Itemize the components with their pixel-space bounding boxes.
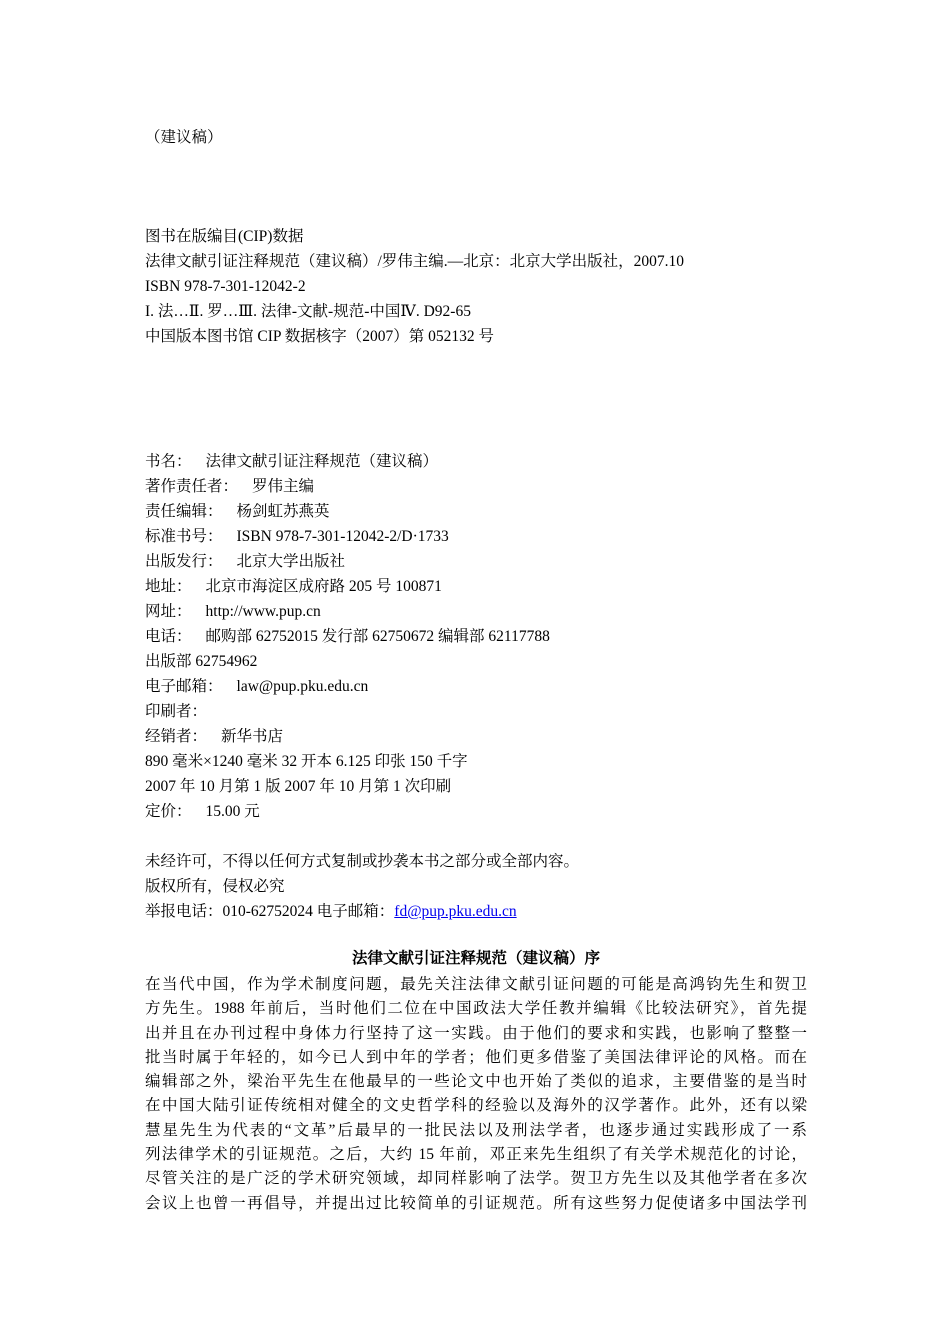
info-row-address xyxy=(145,577,442,597)
info-value: law@pup.pku.edu.cn xyxy=(236,678,369,695)
info-label: 电话： xyxy=(145,628,192,645)
info-row-title xyxy=(145,452,438,472)
preface-line: 尽管关注的是广泛的学术研究领域，却同样影响了法学。贺卫方先生以及其他学者在多次 xyxy=(145,1170,807,1188)
info-row-format xyxy=(145,752,468,772)
info-label: 书名： xyxy=(145,453,192,470)
preface-line: 在当代中国，作为学术制度问题，最先关注法律文献引证问题的可能是高鸿钧先生和贺卫 xyxy=(145,976,807,993)
info-value: 杨剑虹苏燕英 xyxy=(236,503,330,520)
info-value: ISBN 978-7-301-12042-2/D·1733 xyxy=(236,528,449,545)
info-label: 著作责任者： xyxy=(145,478,239,495)
preface-line: 批当时属于年轻的，如今已人到中年的学者；他们更多借鉴了美国法律评论的风格。而在 xyxy=(145,1048,807,1066)
report-email-link[interactable]: fd@pup.pku.edu.cn xyxy=(394,903,517,920)
report-prefix: 举报电话：010-62752024 电子邮箱： xyxy=(145,903,395,920)
info-label: 地址： xyxy=(145,578,192,595)
info-row-price xyxy=(145,802,260,822)
info-value: 罗伟主编 xyxy=(252,478,315,495)
info-label: 经销者： xyxy=(145,728,208,745)
info-row-edition xyxy=(145,777,451,797)
info-row-isbn xyxy=(145,527,449,547)
info-row-publisher xyxy=(145,552,345,572)
info-value: 北京大学出版社 xyxy=(236,553,346,570)
info-label: 电子邮箱： xyxy=(145,678,223,695)
info-row-website xyxy=(145,602,321,622)
preface-line: 会议上也曾一再倡导，并提出过比较简单的引证规范。所有这些努力促使诸多中国法学刊 xyxy=(145,1194,807,1212)
preface-line: 出并且在办刊过程中身体力行坚持了这一实践。由于他们的要求和实践，也影响了整整一 xyxy=(145,1024,807,1042)
cip-line-isbn: ISBN 978-7-301-12042-2 xyxy=(145,278,306,295)
info-value: 15.00 元 xyxy=(205,803,260,820)
preface-paragraph xyxy=(145,973,807,1216)
cip-heading: 图书在版编目(CIP)数据 xyxy=(145,228,304,245)
info-label: 网址： xyxy=(145,603,192,620)
info-value: http://www.pup.cn xyxy=(205,603,321,620)
info-label: 2007 年 10 月第 1 版 2007 年 10 月第 1 次印刷 xyxy=(145,778,452,795)
info-value: 北京市海淀区成府路 205 号 100871 xyxy=(205,578,442,595)
info-label: 责任编辑： xyxy=(145,503,223,520)
info-label: 890 毫米×1240 毫米 32 开本 6.125 印张 150 千字 xyxy=(145,753,468,770)
cip-line-record: 中国版本图书馆 CIP 数据核字（2007）第 052132 号 xyxy=(145,328,495,345)
info-row-email xyxy=(145,677,368,697)
info-row-editor xyxy=(145,502,330,522)
info-value: 邮购部 62752015 发行部 62750672 编辑部 62117788 xyxy=(205,628,550,645)
preface-line: 方先生。1988 年前后，当时他们二位在中国政法大学任教并编辑《比较法研究》，首先提 xyxy=(145,1000,807,1018)
info-label: 标准书号： xyxy=(145,528,223,545)
cip-line-title: 法律文献引证注释规范（建议稿）/罗伟主编.—北京：北京大学出版社，2007.10 xyxy=(145,253,685,270)
info-row-distributor xyxy=(145,727,283,747)
preface-title: 法律文献引证注释规范（建议稿）序 xyxy=(351,950,600,967)
info-label: 出版发行： xyxy=(145,553,223,570)
info-row-production-phone xyxy=(145,652,257,672)
info-label: 出版部 62754962 xyxy=(145,653,258,670)
draft-label: （建议稿） xyxy=(145,129,223,146)
info-row-author xyxy=(145,477,314,497)
rights-reserved: 版权所有，侵权必究 xyxy=(145,878,285,895)
info-row-printer xyxy=(145,702,207,722)
cip-line-classification: I. 法…Ⅱ. 罗…Ⅲ. 法律-文献-规范-中国Ⅳ. D92-65 xyxy=(145,303,471,320)
info-value: 新华书店 xyxy=(221,728,284,745)
preface-line: 慧星先生为代表的“文革”后最早的一批民法以及刑法学者，也逐步通过实践形成了一系 xyxy=(145,1121,807,1139)
report-line xyxy=(145,902,517,922)
copyright-notice: 未经许可，不得以任何方式复制或抄袭本书之部分或全部内容。 xyxy=(145,853,580,870)
info-label: 印刷者： xyxy=(145,703,208,720)
preface-line: 编辑部之外，梁治平先生在他最早的一些论文中也开始了类似的追求，主要借鉴的是当时 xyxy=(145,1073,807,1091)
info-row-phone xyxy=(145,627,550,647)
info-value: 法律文献引证注释规范（建议稿） xyxy=(205,453,439,470)
info-label: 定价： xyxy=(145,803,192,820)
preface-line: 列法律学术的引证规范。之后，大约 15 年前，邓正来先生组织了有关学术规范化的讨论， xyxy=(145,1146,807,1164)
preface-line: 在中国大陆引证传统相对健全的文史哲学科的经验以及海外的汉学著作。此外，还有以梁 xyxy=(145,1097,807,1115)
